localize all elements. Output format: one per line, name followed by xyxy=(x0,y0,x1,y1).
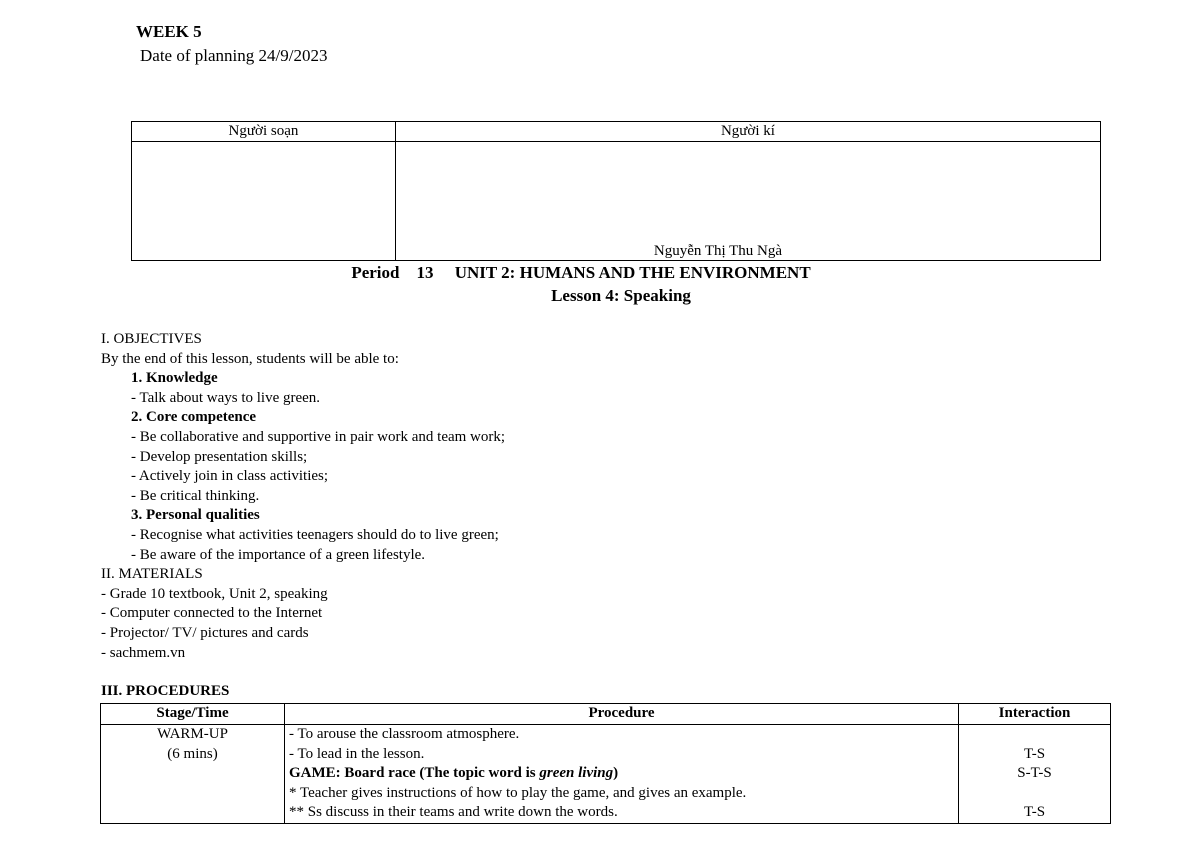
signer-name: Nguyễn Thị Thu Ngà xyxy=(653,243,783,259)
list-item: - Grade 10 textbook, Unit 2, speaking xyxy=(101,585,328,602)
procedures-table xyxy=(100,703,1111,824)
list-item: - Be aware of the importance of a green lifestyle. xyxy=(131,546,426,563)
topic-word: green living xyxy=(539,765,614,782)
procedure-line: * Teacher gives instructions of how to play the game, and gives an example. xyxy=(289,784,747,801)
game-close: ) xyxy=(613,765,619,782)
objectives-intro: By the end of this lesson, students will be able to: xyxy=(101,350,399,367)
interaction-cell xyxy=(959,725,1111,824)
stage-time: (6 mins) xyxy=(167,745,218,762)
core-competence-title: 2. Core competence xyxy=(131,409,257,426)
list-item: - Talk about ways to live green. xyxy=(131,389,321,406)
interaction-header: Interaction xyxy=(959,704,1111,725)
signer-header: Người kí xyxy=(395,122,1100,142)
list-item: - Projector/ TV/ pictures and cards xyxy=(101,624,309,641)
table-row xyxy=(101,725,1111,824)
procedure-line: - To lead in the lesson. xyxy=(289,745,425,762)
lesson-title: Lesson 4: Speaking xyxy=(551,286,691,305)
week-label: WEEK 5 xyxy=(136,22,202,41)
signature-table xyxy=(131,121,1101,261)
interaction-line: S-T-S xyxy=(1017,765,1052,782)
lesson-content xyxy=(101,330,505,702)
list-item: - Be collaborative and supportive in pair work and team work; xyxy=(131,428,506,445)
list-item: - Be critical thinking. xyxy=(131,487,260,504)
procedure-cell xyxy=(285,725,959,824)
period-title: Period 13 UNIT 2: HUMANS AND THE ENVIRONMENT xyxy=(351,263,811,282)
knowledge-title: 1. Knowledge xyxy=(131,370,218,387)
stage-cell xyxy=(101,725,285,824)
procedures-heading: III. PROCEDURES xyxy=(101,683,230,700)
game-text: GAME: Board race (The topic word is xyxy=(289,765,540,782)
procedure-line: - To arouse the classroom atmosphere. xyxy=(289,726,520,742)
preparer-cell xyxy=(132,142,396,261)
list-item: - Computer connected to the Internet xyxy=(101,605,323,622)
game-line xyxy=(289,764,954,784)
stage-name: WARM-UP xyxy=(157,726,228,742)
procedure-header: Procedure xyxy=(285,704,959,725)
procedure-line: ** Ss discuss in their teams and write down the words. xyxy=(289,804,618,821)
interaction-line: T-S xyxy=(1023,745,1046,762)
interaction-line xyxy=(963,725,1106,745)
materials-heading: II. MATERIALS xyxy=(101,566,203,583)
list-item: - Recognise what activities teenagers should do to live green; xyxy=(131,526,499,543)
stage-time-header: Stage/Time xyxy=(101,704,285,725)
objectives-heading: I. OBJECTIVES xyxy=(101,331,202,347)
signer-cell xyxy=(395,142,1100,261)
list-item: - Develop presentation skills; xyxy=(131,448,308,465)
personal-qualities-title: 3. Personal qualities xyxy=(131,507,260,524)
interaction-line xyxy=(963,784,1106,804)
list-item: - sachmem.vn xyxy=(101,644,186,661)
list-item: - Actively join in class activities; xyxy=(131,468,329,485)
preparer-header: Người soạn xyxy=(132,122,396,142)
interaction-line: T-S xyxy=(1023,804,1046,821)
planning-date: Date of planning 24/9/2023 xyxy=(140,46,328,65)
